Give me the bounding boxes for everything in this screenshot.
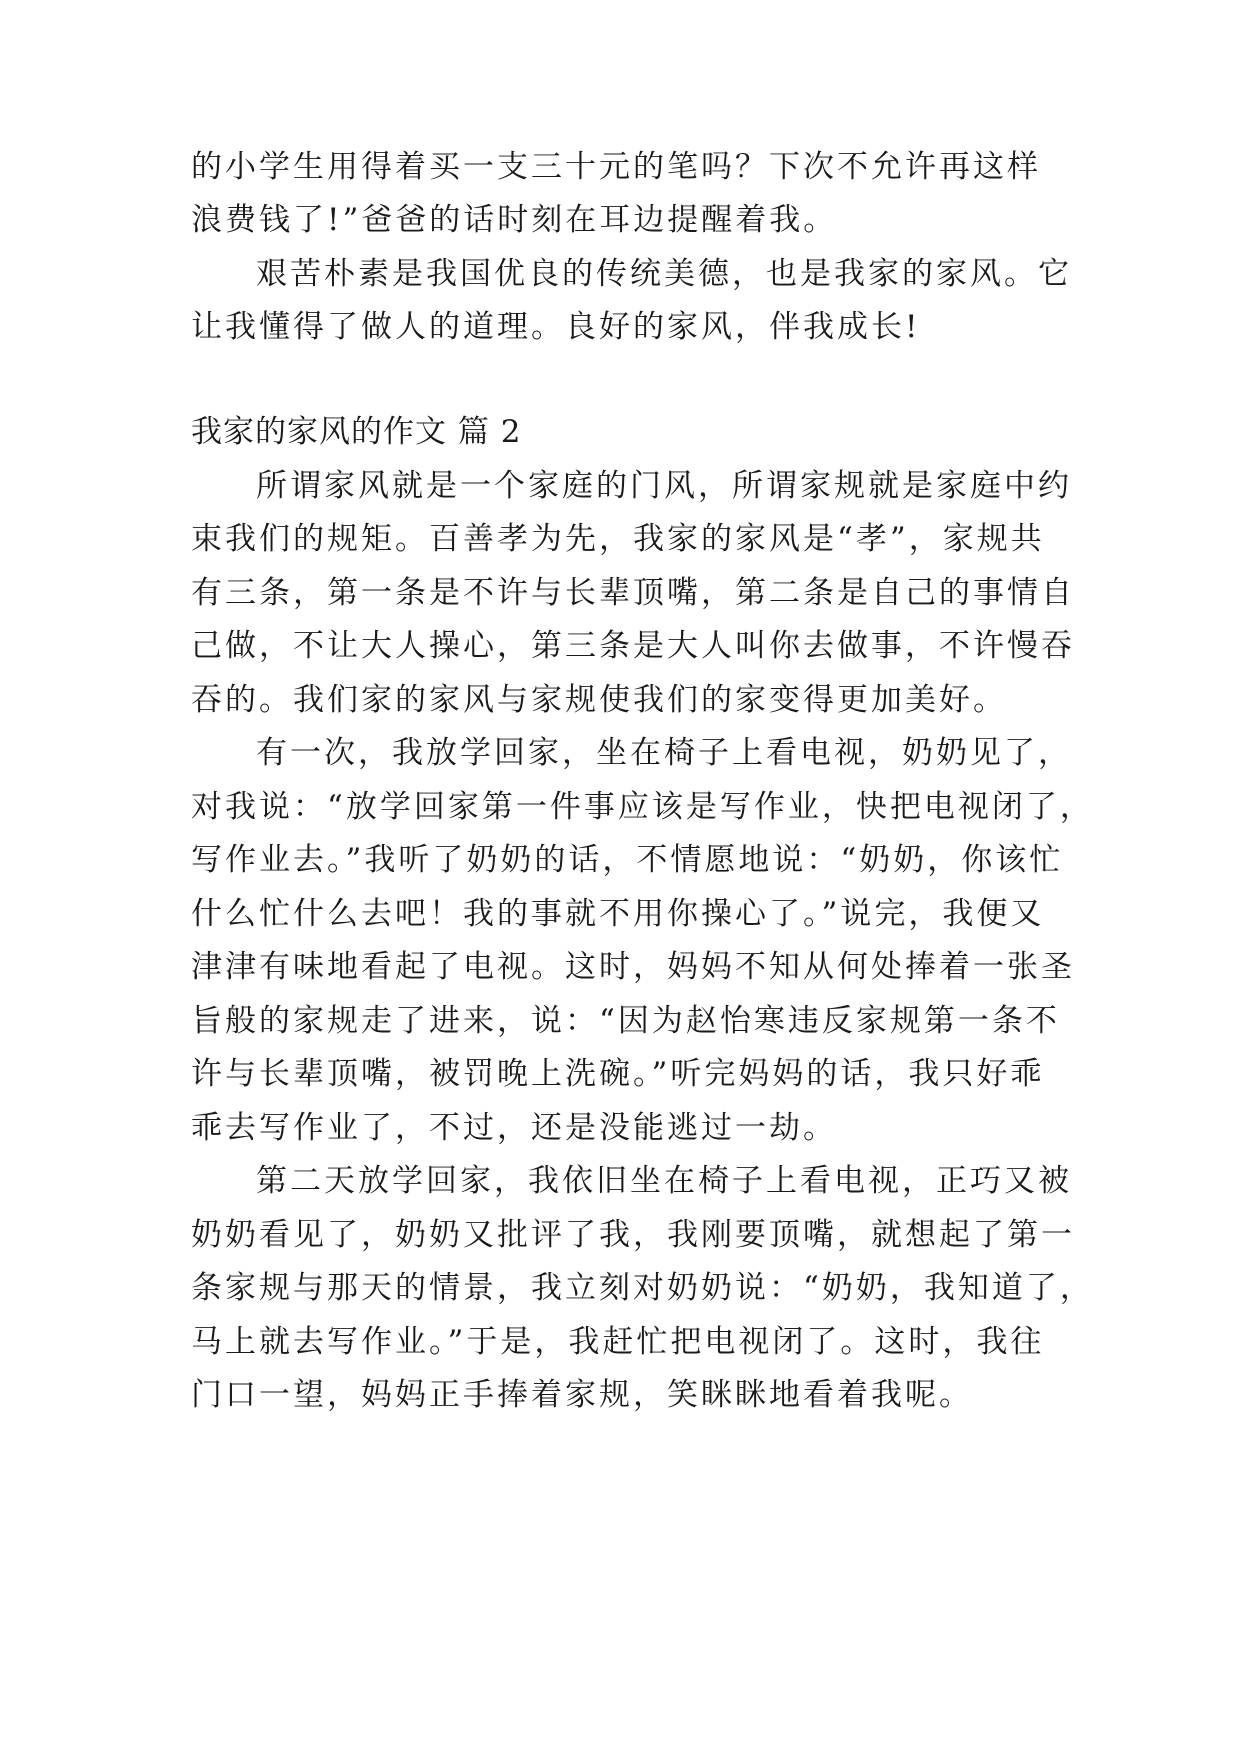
text-line: 浪费钱了!”爸爸的话时刻在耳边提醒着我。 bbox=[191, 202, 838, 238]
text-line: 津津有味地看起了电视。这时，妈妈不知从何处捧着一张圣 bbox=[191, 949, 1075, 985]
text-line: 有三条，第一条是不许与长辈顶嘴，第二条是自己的事情自 bbox=[191, 575, 1075, 611]
text-line: 的小学生用得着买一支三十元的笔吗？下次不允许再这样 bbox=[191, 149, 1041, 185]
text-line: 什么忙什么去吧！我的事就不用你操心了。”说完，我便又 bbox=[191, 896, 1045, 932]
paragraph-start-line: 第二天放学回家，我依旧坐在椅子上看电视，正巧又被 bbox=[256, 1163, 1072, 1199]
section-heading: 我家的家风的作文 篇 2 bbox=[191, 414, 522, 450]
text-line: 写作业去。”我听了奶奶的话，不情愿地说：“奶奶，你该忙 bbox=[191, 842, 1064, 878]
text-line: 许与长辈顶嘴，被罚晚上洗碗。”听完妈妈的话，我只好乖 bbox=[191, 1056, 1045, 1092]
text-line: 对我说：“放学回家第一件事应该是写作业，快把电视闭了， bbox=[191, 789, 1094, 825]
text-line: 条家规与那天的情景，我立刻对奶奶说：“奶奶，我知道了， bbox=[191, 1270, 1094, 1306]
paragraph-start-line: 艰苦朴素是我国优良的传统美德，也是我家的家风。它 bbox=[256, 256, 1072, 292]
text-line: 让我懂得了做人的道理。良好的家风，伴我成长! bbox=[191, 309, 921, 345]
paragraph-start-line: 所谓家风就是一个家庭的门风，所谓家规就是家庭中约 bbox=[256, 468, 1072, 504]
text-line: 己做，不让大人操心，第三条是大人叫你去做事，不许慢吞 bbox=[191, 628, 1075, 664]
text-line: 束我们的规矩。百善孝为先，我家的家风是“孝”，家规共 bbox=[191, 521, 1045, 557]
paragraph-start-line: 有一次，我放学回家，坐在椅子上看电视，奶奶见了， bbox=[256, 735, 1072, 771]
text-line: 吞的。我们家的家风与家规使我们的家变得更加美好。 bbox=[191, 682, 1007, 718]
text-line: 旨般的家规走了进来，说：“因为赵怡寒违反家规第一条不 bbox=[191, 1003, 1060, 1039]
text-line: 乖去写作业了，不过，还是没能逃过一劫。 bbox=[191, 1110, 837, 1146]
text-line: 门口一望，妈妈正手捧着家规，笑眯眯地看着我呢。 bbox=[191, 1377, 973, 1413]
text-line: 奶奶看见了，奶奶又批评了我，我刚要顶嘴，就想起了第一 bbox=[191, 1217, 1075, 1253]
text-line: 马上就去写作业。”于是，我赶忙把电视闭了。这时，我往 bbox=[191, 1324, 1045, 1360]
